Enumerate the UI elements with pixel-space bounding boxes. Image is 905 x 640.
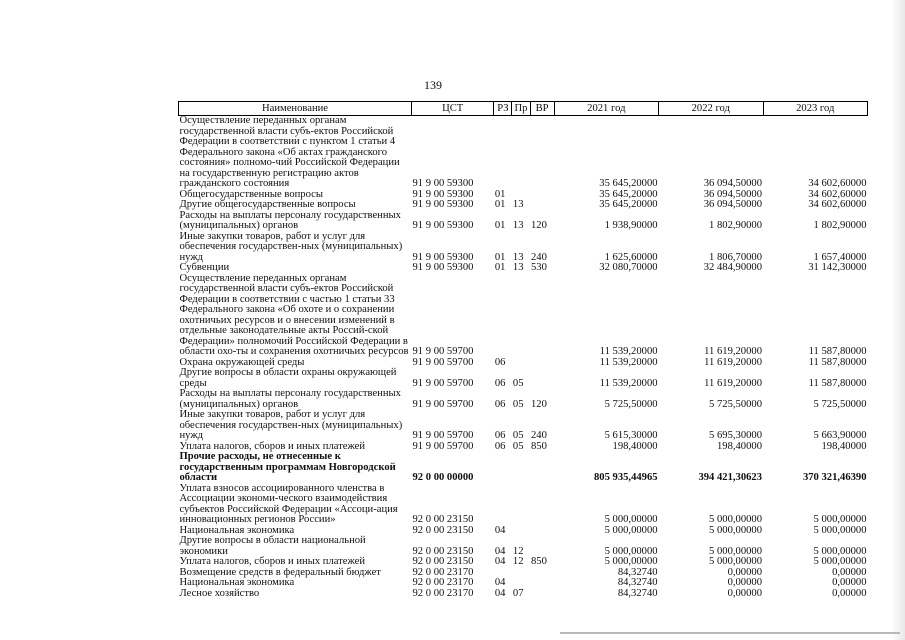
table-row (179, 232, 868, 264)
cell-pr (512, 578, 530, 589)
cell-cst: 92 0 00 23170 (412, 566, 474, 578)
cell-2022: 5 725,50000 (709, 398, 762, 410)
cell-cst: 91 9 00 59300 (412, 199, 474, 210)
cell-2023: 1 802,90000 (813, 220, 867, 231)
cell-cst: 91 9 00 59700 (412, 356, 474, 368)
scan-edge-shadow (891, 0, 905, 640)
cell-2023: 1 657,40000 (813, 251, 867, 263)
cell-2023: 34 602,60000 (808, 199, 867, 210)
cell-rz (494, 116, 512, 190)
header-2021: 2021 год (554, 102, 658, 116)
cell-cst: 91 9 00 59700 (412, 398, 474, 410)
cell-pr (512, 526, 530, 537)
cell-2023: 0,00000 (832, 577, 867, 588)
table-row (179, 389, 868, 410)
cell-2021: 35 645,20000 (599, 188, 658, 200)
table-body (179, 116, 868, 600)
cell-2021: 35 645,20000 (599, 199, 658, 210)
cell-name: Уплата налогов, сборов и иных платежей (179, 556, 366, 567)
table-row (179, 452, 868, 484)
cell-cst: 91 9 00 59700 (412, 377, 474, 389)
cell-name: Уплата налогов, сборов и иных платежей (179, 440, 366, 452)
cell-cst: 91 9 00 59300 (412, 188, 474, 200)
table-row (179, 211, 868, 232)
table-row (179, 410, 868, 442)
cell-2022: 5 000,00000 (709, 524, 762, 536)
cell-2021: 5 615,30000 (604, 430, 658, 441)
cell-name: Возмещение средств в федеральный бюджет (179, 566, 381, 578)
cell-2021: 32 080,70000 (599, 262, 658, 273)
cell-name: Осуществление переданных органам государственной власти субъ-ектов Российской Федерации в соответствии с пунктом 1 статьи 4 Федерального закона «Об актах гражданского состояния» полномо-чий Российской Федерации на государственную регистрацию актов гражданского состояния (179, 115, 400, 189)
cell-2022: 1 806,70000 (709, 251, 762, 263)
cell-name: Общегосударственные вопросы (179, 188, 323, 200)
cell-name: Национальная экономика (179, 577, 295, 588)
budget-table (178, 101, 868, 599)
cell-cst: 91 9 00 59300 (412, 220, 474, 231)
cell-vr: 850 (531, 440, 547, 452)
cell-rz (494, 274, 512, 358)
cell-2022: 36 094,50000 (703, 188, 762, 200)
cell-vr: 240 (531, 251, 547, 263)
cell-cst: 92 0 00 23150 (412, 545, 474, 557)
cell-cst: 92 0 00 23170 (412, 587, 474, 599)
cell-2022: 36 094,50000 (703, 199, 762, 210)
cell-2023: 11 587,80000 (808, 356, 867, 368)
cell-2022: 0,00000 (727, 577, 762, 588)
cell-cst: 91 9 00 59300 (412, 251, 474, 263)
cell-2023: 5 663,90000 (813, 430, 867, 441)
cell-rz: 04 (494, 587, 506, 599)
cell-2021: 1 625,60000 (604, 251, 658, 263)
cell-pr: 05 (512, 377, 524, 389)
cell-2021: 84,32740 (617, 577, 658, 588)
cell-2022: 11 619,20000 (704, 377, 762, 389)
cell-pr (512, 484, 530, 526)
table-row (179, 484, 868, 526)
cell-pr: 13 (512, 220, 524, 231)
cell-rz: 06 (494, 430, 506, 441)
cell-2021: 1 938,90000 (604, 220, 658, 231)
cell-pr (512, 274, 530, 358)
cell-vr: 240 (531, 430, 547, 441)
cell-pr: 13 (512, 262, 524, 273)
cell-2023: 5 000,00000 (813, 514, 867, 525)
header-2023: 2023 год (763, 102, 868, 116)
cell-2022: 5 000,00000 (709, 545, 762, 557)
cell-pr: 05 (512, 430, 524, 441)
cell-cst: 92 0 00 23150 (412, 524, 474, 536)
table-row (179, 263, 868, 274)
cell-2022: 5 000,00000 (709, 514, 762, 525)
cell-name: Другие вопросы в области охраны окружающей среды (179, 367, 397, 389)
cell-rz: 04 (494, 524, 506, 536)
cell-name: Охрана окружающей среды (179, 356, 305, 368)
cell-pr: 13 (512, 251, 524, 263)
cell-rz: 04 (494, 545, 506, 557)
cell-vr (530, 568, 554, 579)
cell-vr: 120 (531, 398, 547, 410)
cell-2021: 84,32740 (617, 566, 658, 578)
cell-rz: 06 (494, 440, 506, 452)
cell-2022: 5 695,30000 (709, 430, 762, 441)
cell-rz: 06 (494, 377, 506, 389)
cell-2021: 805 935,44965 (593, 472, 658, 483)
table-row (179, 274, 868, 358)
table-row (179, 578, 868, 589)
cell-vr: 120 (531, 220, 547, 231)
cell-2023: 370 321,46390 (802, 472, 867, 483)
cell-vr (530, 452, 554, 484)
cell-2023: 198,40000 (821, 440, 867, 452)
header-cst: ЦСТ (412, 102, 494, 116)
cell-name: Другие общегосударственные вопросы (179, 199, 356, 210)
table-row (179, 589, 868, 600)
cell-name: Иные закупки товаров, работ и услуг для обеспечения государствен-ных (муниципальных) нужд (179, 230, 403, 263)
cell-name: Осуществление переданных органам государственной власти субъ-ектов Российской Федерации в соответствии с частью 1 статьи 33 Федерального закона «Об охоте и о сохранении охотничьих ресурсов и о внесении изменений в отдельные законодательные акты Россий-ской Федерации» полномочий Российской Федерации в области охо-ты и сохранения охотничьих ресурсов (179, 272, 409, 357)
cell-2022: 1 802,90000 (709, 220, 762, 231)
cell-cst: 92 0 00 23150 (412, 556, 474, 567)
cell-rz: 01 (494, 188, 506, 200)
cell-2023: 11 587,80000 (808, 346, 867, 357)
cell-cst: 92 0 00 00000 (412, 472, 474, 483)
cell-name: Другие вопросы в области национальной экономики (179, 535, 366, 557)
cell-2021: 84,32740 (617, 587, 658, 599)
header-rz: РЗ (494, 102, 512, 116)
cell-2022: 11 619,20000 (704, 346, 762, 357)
cell-2023: 34 602,60000 (808, 178, 867, 189)
cell-name: Субвенции (179, 262, 230, 273)
cell-vr (530, 200, 554, 211)
cell-vr (530, 526, 554, 537)
cell-cst: 92 0 00 23150 (412, 514, 474, 525)
cell-pr: 12 (512, 545, 524, 557)
cell-vr: 530 (531, 262, 547, 273)
cell-cst: 91 9 00 59300 (412, 178, 474, 189)
cell-pr: 13 (512, 199, 524, 210)
cell-rz: 04 (494, 556, 506, 567)
cell-cst: 91 9 00 59700 (412, 440, 474, 452)
cell-rz: 06 (494, 356, 506, 368)
table-row (179, 368, 868, 389)
cell-name: Прочие расходы, не отнесенные к государственным программам Новгородской области (179, 451, 396, 483)
cell-rz: 01 (494, 251, 506, 263)
cell-2023: 5 000,00000 (813, 556, 867, 567)
table-row (179, 536, 868, 557)
table-row (179, 557, 868, 568)
cell-2023: 5 000,00000 (813, 545, 867, 557)
cell-name: Расходы на выплаты персоналу государственных (муниципальных) органов (179, 388, 401, 410)
cell-2022: 36 094,50000 (703, 178, 762, 189)
cell-pr (512, 116, 530, 190)
page-number: 139 (424, 78, 442, 92)
cell-2021: 5 725,50000 (604, 398, 658, 410)
cell-name: Лесное хозяйство (179, 587, 260, 599)
cell-rz: 01 (494, 262, 506, 273)
cell-2022: 32 484,90000 (703, 262, 762, 273)
cell-2021: 5 000,00000 (604, 545, 658, 557)
cell-name: Расходы на выплаты персоналу государственных (муниципальных) органов (179, 209, 401, 231)
table-row (179, 200, 868, 211)
cell-2021: 5 000,00000 (604, 556, 658, 567)
table-header-row (179, 102, 868, 116)
header-vr: ВР (530, 102, 554, 116)
cell-pr (512, 358, 530, 369)
cell-vr (530, 484, 554, 526)
cell-rz (494, 452, 512, 484)
cell-pr (512, 568, 530, 579)
cell-name: Национальная экономика (179, 524, 295, 536)
cell-vr (530, 116, 554, 190)
cell-vr (530, 358, 554, 369)
cell-vr: 850 (531, 556, 547, 567)
header-pr: Пр (512, 102, 530, 116)
cell-cst: 91 9 00 59700 (412, 430, 474, 441)
cell-pr: 12 (512, 556, 524, 567)
cell-name: Уплата взносов ассоциированного членства в Ассоциации экономи-ческого взаимодействия субъектов Российской Федерации «Ассоци-ация инновационных регионов России» (179, 482, 398, 525)
cell-2023: 34 602,60000 (808, 188, 867, 200)
cell-rz: 01 (494, 220, 506, 231)
cell-2023: 0,00000 (832, 587, 867, 599)
cell-cst: 92 0 00 23170 (412, 577, 474, 588)
cell-2021: 35 645,20000 (599, 178, 658, 189)
cell-vr (530, 274, 554, 358)
scan-bottom-line (560, 632, 900, 634)
cell-2021: 5 000,00000 (604, 524, 658, 536)
cell-2023: 11 587,80000 (808, 377, 867, 389)
cell-2023: 31 142,30000 (808, 262, 867, 273)
cell-2023: 5 725,50000 (813, 398, 867, 410)
cell-2022: 5 000,00000 (709, 556, 762, 567)
cell-pr: 07 (512, 587, 524, 599)
cell-cst: 91 9 00 59300 (412, 262, 474, 273)
table-row (179, 116, 868, 190)
cell-rz (494, 484, 512, 526)
cell-2023: 5 000,00000 (813, 524, 867, 536)
cell-rz: 06 (494, 398, 506, 410)
cell-2021: 11 539,20000 (599, 346, 658, 357)
cell-name: Иные закупки товаров, работ и услуг для обеспечения государствен-ных (муниципальных) нужд (179, 409, 403, 441)
cell-2022: 11 619,20000 (704, 356, 762, 368)
header-2022: 2022 год (659, 102, 763, 116)
cell-2021: 11 539,20000 (599, 377, 658, 389)
cell-vr (530, 536, 554, 557)
cell-2021: 5 000,00000 (604, 514, 658, 525)
cell-2022: 0,00000 (727, 587, 762, 599)
cell-pr: 05 (512, 440, 524, 452)
cell-2022: 198,40000 (716, 440, 762, 452)
cell-2021: 198,40000 (612, 440, 658, 452)
cell-2023: 0,00000 (832, 566, 867, 578)
cell-cst: 91 9 00 59700 (412, 346, 474, 357)
cell-2021: 11 539,20000 (599, 356, 658, 368)
cell-vr (530, 368, 554, 389)
cell-rz: 01 (494, 199, 506, 210)
cell-2022: 0,00000 (727, 566, 762, 578)
header-name: Наименование (179, 102, 412, 116)
cell-pr (512, 452, 530, 484)
cell-2022: 394 421,30623 (698, 472, 762, 483)
cell-pr: 05 (512, 398, 524, 410)
cell-vr (530, 190, 554, 201)
cell-rz: 04 (494, 577, 506, 588)
cell-vr (530, 589, 554, 600)
cell-vr (530, 578, 554, 589)
